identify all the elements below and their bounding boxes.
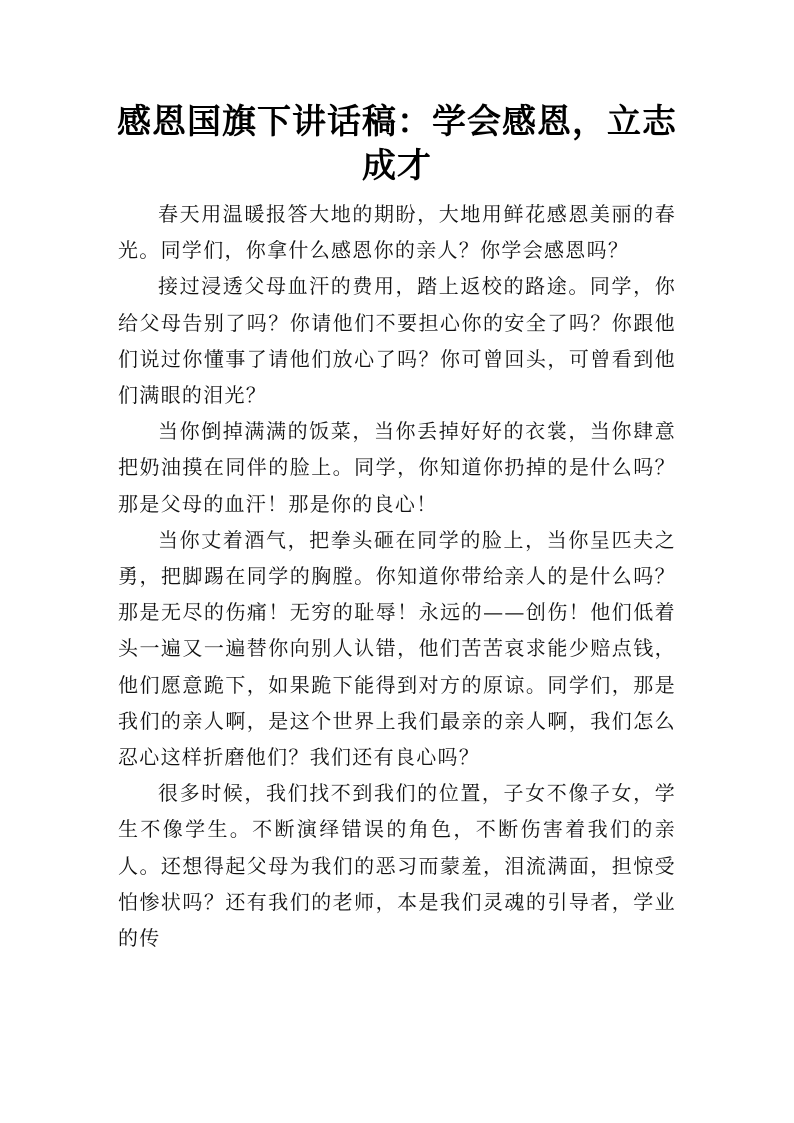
paragraph-5: 很多时候，我们找不到我们的位置，子女不像子女，学生不像学生。不断演绎错误的角色，不断伤害着我们的亲人。还想得起父母为我们的恶习而蒙羞，泪流满面，担惊受怕惨状吗？还有我们的老师，本是我们灵魂的引导者，学业的传 [118, 781, 676, 951]
document-title: 感恩国旗下讲话稿：学会感恩，立志成才 [117, 102, 677, 186]
paragraph-2: 接过浸透父母血汗的费用，踏上返校的路途。同学，你给父母告别了吗？你请他们不要担心你的安全了吗？你跟他们说过你懂事了请他们放心了吗？你可曾回头，可曾看到他们满眼的泪光？ [118, 274, 676, 408]
document-body [118, 196, 676, 956]
paragraph-3: 当你倒掉满满的饭菜，当你丢掉好好的衣裳，当你肆意把奶油摸在同伴的脸上。同学，你知道你扔掉的是什么吗？那是父母的血汗！那是你的良心！ [118, 419, 676, 516]
paragraph-1: 春天用温暖报答大地的期盼，大地用鲜花感恩美丽的春光。同学们，你拿什么感恩你的亲人？你学会感恩吗？ [118, 202, 676, 263]
paragraph-4: 当你丈着酒气，把拳头砸在同学的脸上，当你呈匹夫之勇，把脚踢在同学的胸膛。你知道你带给亲人的是什么吗？那是无尽的伤痛！无穷的耻辱！永远的——创伤！他们低着头一遍又一遍替你向别人认错，他们苦苦哀求能少赔点钱，他们愿意跪下，如果跪下能得到对方的原谅。同学们，那是我们的亲人啊，是这个世界上我们最亲的亲人啊，我们怎么忍心这样折磨他们？我们还有良心吗？ [118, 527, 676, 770]
